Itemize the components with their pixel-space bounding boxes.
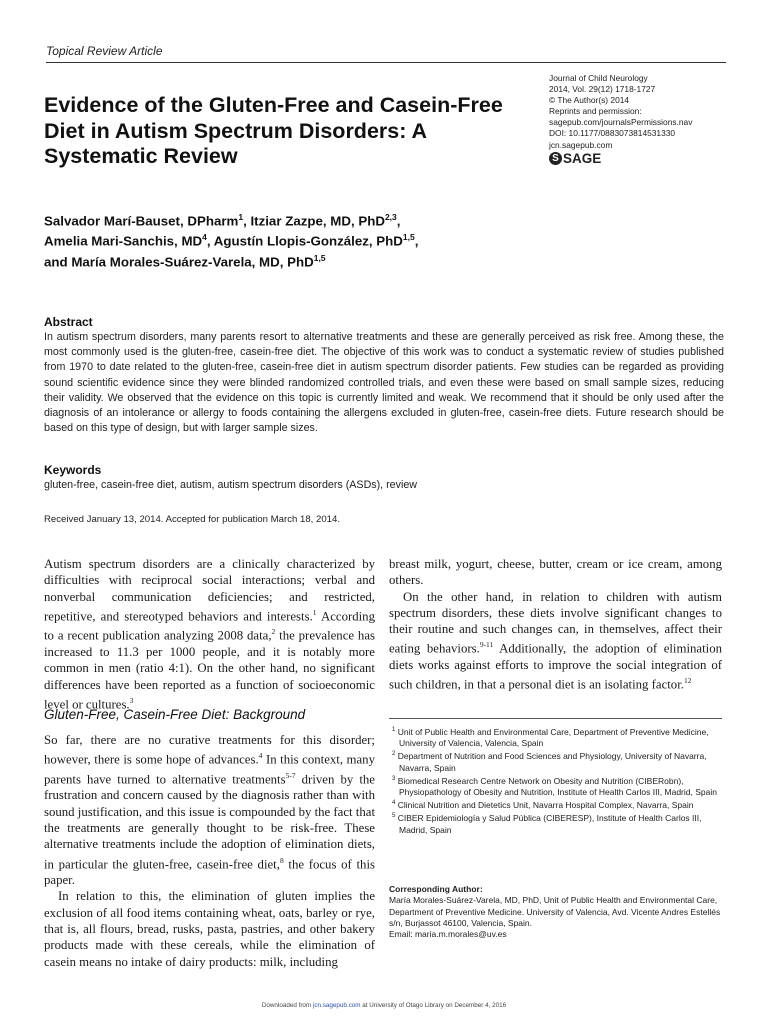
download-footer: Downloaded from jcn.sagepub.com at University of Otago Library on December 4, 2016 xyxy=(261,1002,507,1009)
keywords-heading: Keywords xyxy=(44,463,102,477)
journal-info-line: sagepub.com/journalsPermissions.nav xyxy=(549,117,693,128)
citation-ref: 5-7 xyxy=(285,770,296,780)
intro-paragraph: Autism spectrum disorders are a clinically characterized by difficulties with reciprocal social interactions; verbal and nonverbal communication deficiencies; and restricted, repetitive, and stereotyped behaviors and interests.$^1$ According to a recent publication analyzing 2008 data,$^2$ the prevalence has increased to 11.3 per 1000 people, and it is notably more common in men (ratio 4:1). On the other hand, no significant differences have been reported as a function of socioeconomic level or cultures.$^3$ xyxy=(44,557,375,712)
citation-ref: 12 xyxy=(683,676,692,686)
affiliation-item: $^1$ Unit of Public Health and Environmental Care, Department of Preventive Medicine, University of Valencia, Valencia, Spain xyxy=(392,726,709,749)
body-paragraph: So far, there are no curative treatments for this disorder; however, there is some hope of advances.$^4$ In this context, many parents have turned to alternative treatments$^{5-7}$ driven by the frustration and concern caused by the diagnosis rather than with sound justification, and this issue is compounded by the fact that the treatments are generally thought to be risk-free. These alternative treatments include the adoption of elimination diets, in particular the gluten-free, casein-free diet,$^8$ the focus of this paper. xyxy=(44,733,375,888)
corresponding-author xyxy=(389,884,722,940)
citation-ref: 3 xyxy=(129,695,134,705)
affiliation-item: $^5$ CIBER Epidemiología y Salud Pública (CIBERESP), Institute of Health Carlos III, Madrid, Spain xyxy=(392,813,702,835)
body-paragraph: In relation to this, the elimination of gluten implies the exclusion of all food items containing wheat, oats, barley or rye, that is, all flours, bread, rusks, pasta, pastries, and other bakery products made with these cereals, while the elimination of casein means no intake of dairy products: milk, including xyxy=(44,889,375,969)
author-name: Amelia Mari-Sanchis, MD xyxy=(44,233,203,249)
body-paragraph: On the other hand, in relation to children with autism spectrum disorders, these diets involve significant changes to their routine and such changes can, in themselves, affect their eating behaviors.$^{9-11}$ Additionally, the adoption of elimination diets works against efforts to improve the social integration of such children, in that a personal diet is an isolating factor.$^{12}$ xyxy=(389,589,722,692)
author-affiliation-mark: 4 xyxy=(202,232,207,243)
journal-info xyxy=(549,73,749,151)
abstract-heading: Abstract xyxy=(44,315,93,329)
sage-s-icon: S xyxy=(549,152,562,165)
abstract-section xyxy=(44,315,724,436)
author-name: Agustín Llopis-González, PhD xyxy=(213,233,403,249)
background-column xyxy=(44,732,375,970)
affiliations-divider xyxy=(389,718,722,719)
citation-ref: 1 xyxy=(312,607,317,617)
author-affiliation-mark: 1,5 xyxy=(313,252,326,263)
article-title: Evidence of the Gluten-Free and Casein-Free Diet in Autism Spectrum Disorders: A Systematic Review xyxy=(44,93,503,168)
journal-info-line: © The Author(s) 2014 xyxy=(549,95,630,106)
journal-info-line: jcn.sagepub.com xyxy=(549,139,613,150)
author-name: Itziar Zazpe, MD, PhD xyxy=(250,213,385,229)
author-affiliation-mark: 1,5 xyxy=(402,232,415,243)
journal-info-line: Journal of Child Neurology xyxy=(549,73,648,83)
header-divider xyxy=(46,62,726,63)
abstract-text: In autism spectrum disorders, many parents resort to alternative treatments and these are generally perceived as risk free. Among these, the most commonly used is the gluten-free, casein-free diet. The objective of this work was to conduct a systematic review of studies published from 1970 to date related to the gluten-free, casein-free diet in autism spectrum disorder patients. Few studies can be regarded as providing sound scientific evidence since they were blinded randomized controlled trials, and even these were based on small sample sizes, reducing their validity. We observed that the evidence on this topic is currently limited and weak. We recommend that it should be only used after the diagnosis of an intolerance or allergy to foods containing the allergens excluded in gluten-free, casein-free diets. Future research should be based on this type of design, but with larger sample sizes. xyxy=(44,331,724,435)
footer-link[interactable]: jcn.sagepub.com xyxy=(312,1002,361,1009)
journal-info-line: DOI: 10.1177/0883073814531330 xyxy=(549,128,676,139)
corresponding-author-heading: Corresponding Author: xyxy=(389,884,483,894)
author-list: Salvador Marí-Bauset, DPharm$^1$, Itziar Zazpe, MD, PhD$^{2,3}$, Amelia Mari-Sanchis, $MD^4$, Agustín Llopis-González, PhD$^{1,5}$, and María Morales-Suárez-Varela, MD, PhD$^{1,5}$ xyxy=(44,212,419,270)
affiliation-item: $^3$ Biomedical Research Centre Network on Obesity and Nutrition (CIBERobn), Physiopathology of Obesity and Nutrition, Institute of Health Carlos III, Madrid, Spain xyxy=(392,775,717,797)
right-column-text xyxy=(389,556,722,693)
citation-ref: 4 xyxy=(258,751,263,761)
sage-logo-text: SAGE xyxy=(563,151,602,166)
section-heading: Gluten-Free, Casein-Free Diet: Background xyxy=(44,707,306,722)
citation-ref: 9-11 xyxy=(479,640,494,650)
citation-ref: 2 xyxy=(271,627,276,637)
corresponding-author-email[interactable]: Email: maria.m.morales@uv.es xyxy=(389,929,507,940)
author-affiliation-mark: 1 xyxy=(238,212,244,222)
keywords-section xyxy=(44,463,724,493)
article-type-label: Topical Review Article xyxy=(46,44,163,58)
citation-ref: 8 xyxy=(279,855,284,865)
affiliation-item: $^2$ Department of Nutrition and Food Sciences and Physiology, University of Navarra, Navarra, Spain xyxy=(392,751,707,773)
author-name: and María Morales-Suárez-Varela, MD, PhD xyxy=(44,254,314,270)
received-dates: Received January 13, 2014. Accepted for publication March 18, 2014. xyxy=(44,514,340,525)
author-affiliation-mark: 2,3 xyxy=(384,212,397,222)
affiliation-item: $^4$ Clinical Nutrition and Dietetics Unit, Navarra Hospital Complex, Navarra, Spain xyxy=(392,800,694,811)
author-name: Salvador Marí-Bauset, DPharm xyxy=(44,213,239,229)
journal-info-line: Reprints and permission: xyxy=(549,106,642,117)
corresponding-author-text: María Morales-Suárez-Varela, MD, PhD, Unit of Public Health and Environmental Care, Department of Preventive Medicine. University of Valencia, Avd. Vicente Andres Estellés s/n, Burjassot 46100, Valencia, Spain. xyxy=(389,895,721,928)
keywords-text: gluten-free, casein-free diet, autism, autism spectrum disorders (ASDs), review xyxy=(44,479,418,491)
journal-info-line: 2014, Vol. 29(12) 1718-1727 xyxy=(549,84,656,95)
affiliations-list xyxy=(389,725,722,836)
body-paragraph: breast milk, yogurt, cheese, butter, cream or ice cream, among others. xyxy=(389,557,722,588)
sage-logo xyxy=(549,151,601,166)
intro-column xyxy=(44,556,375,712)
